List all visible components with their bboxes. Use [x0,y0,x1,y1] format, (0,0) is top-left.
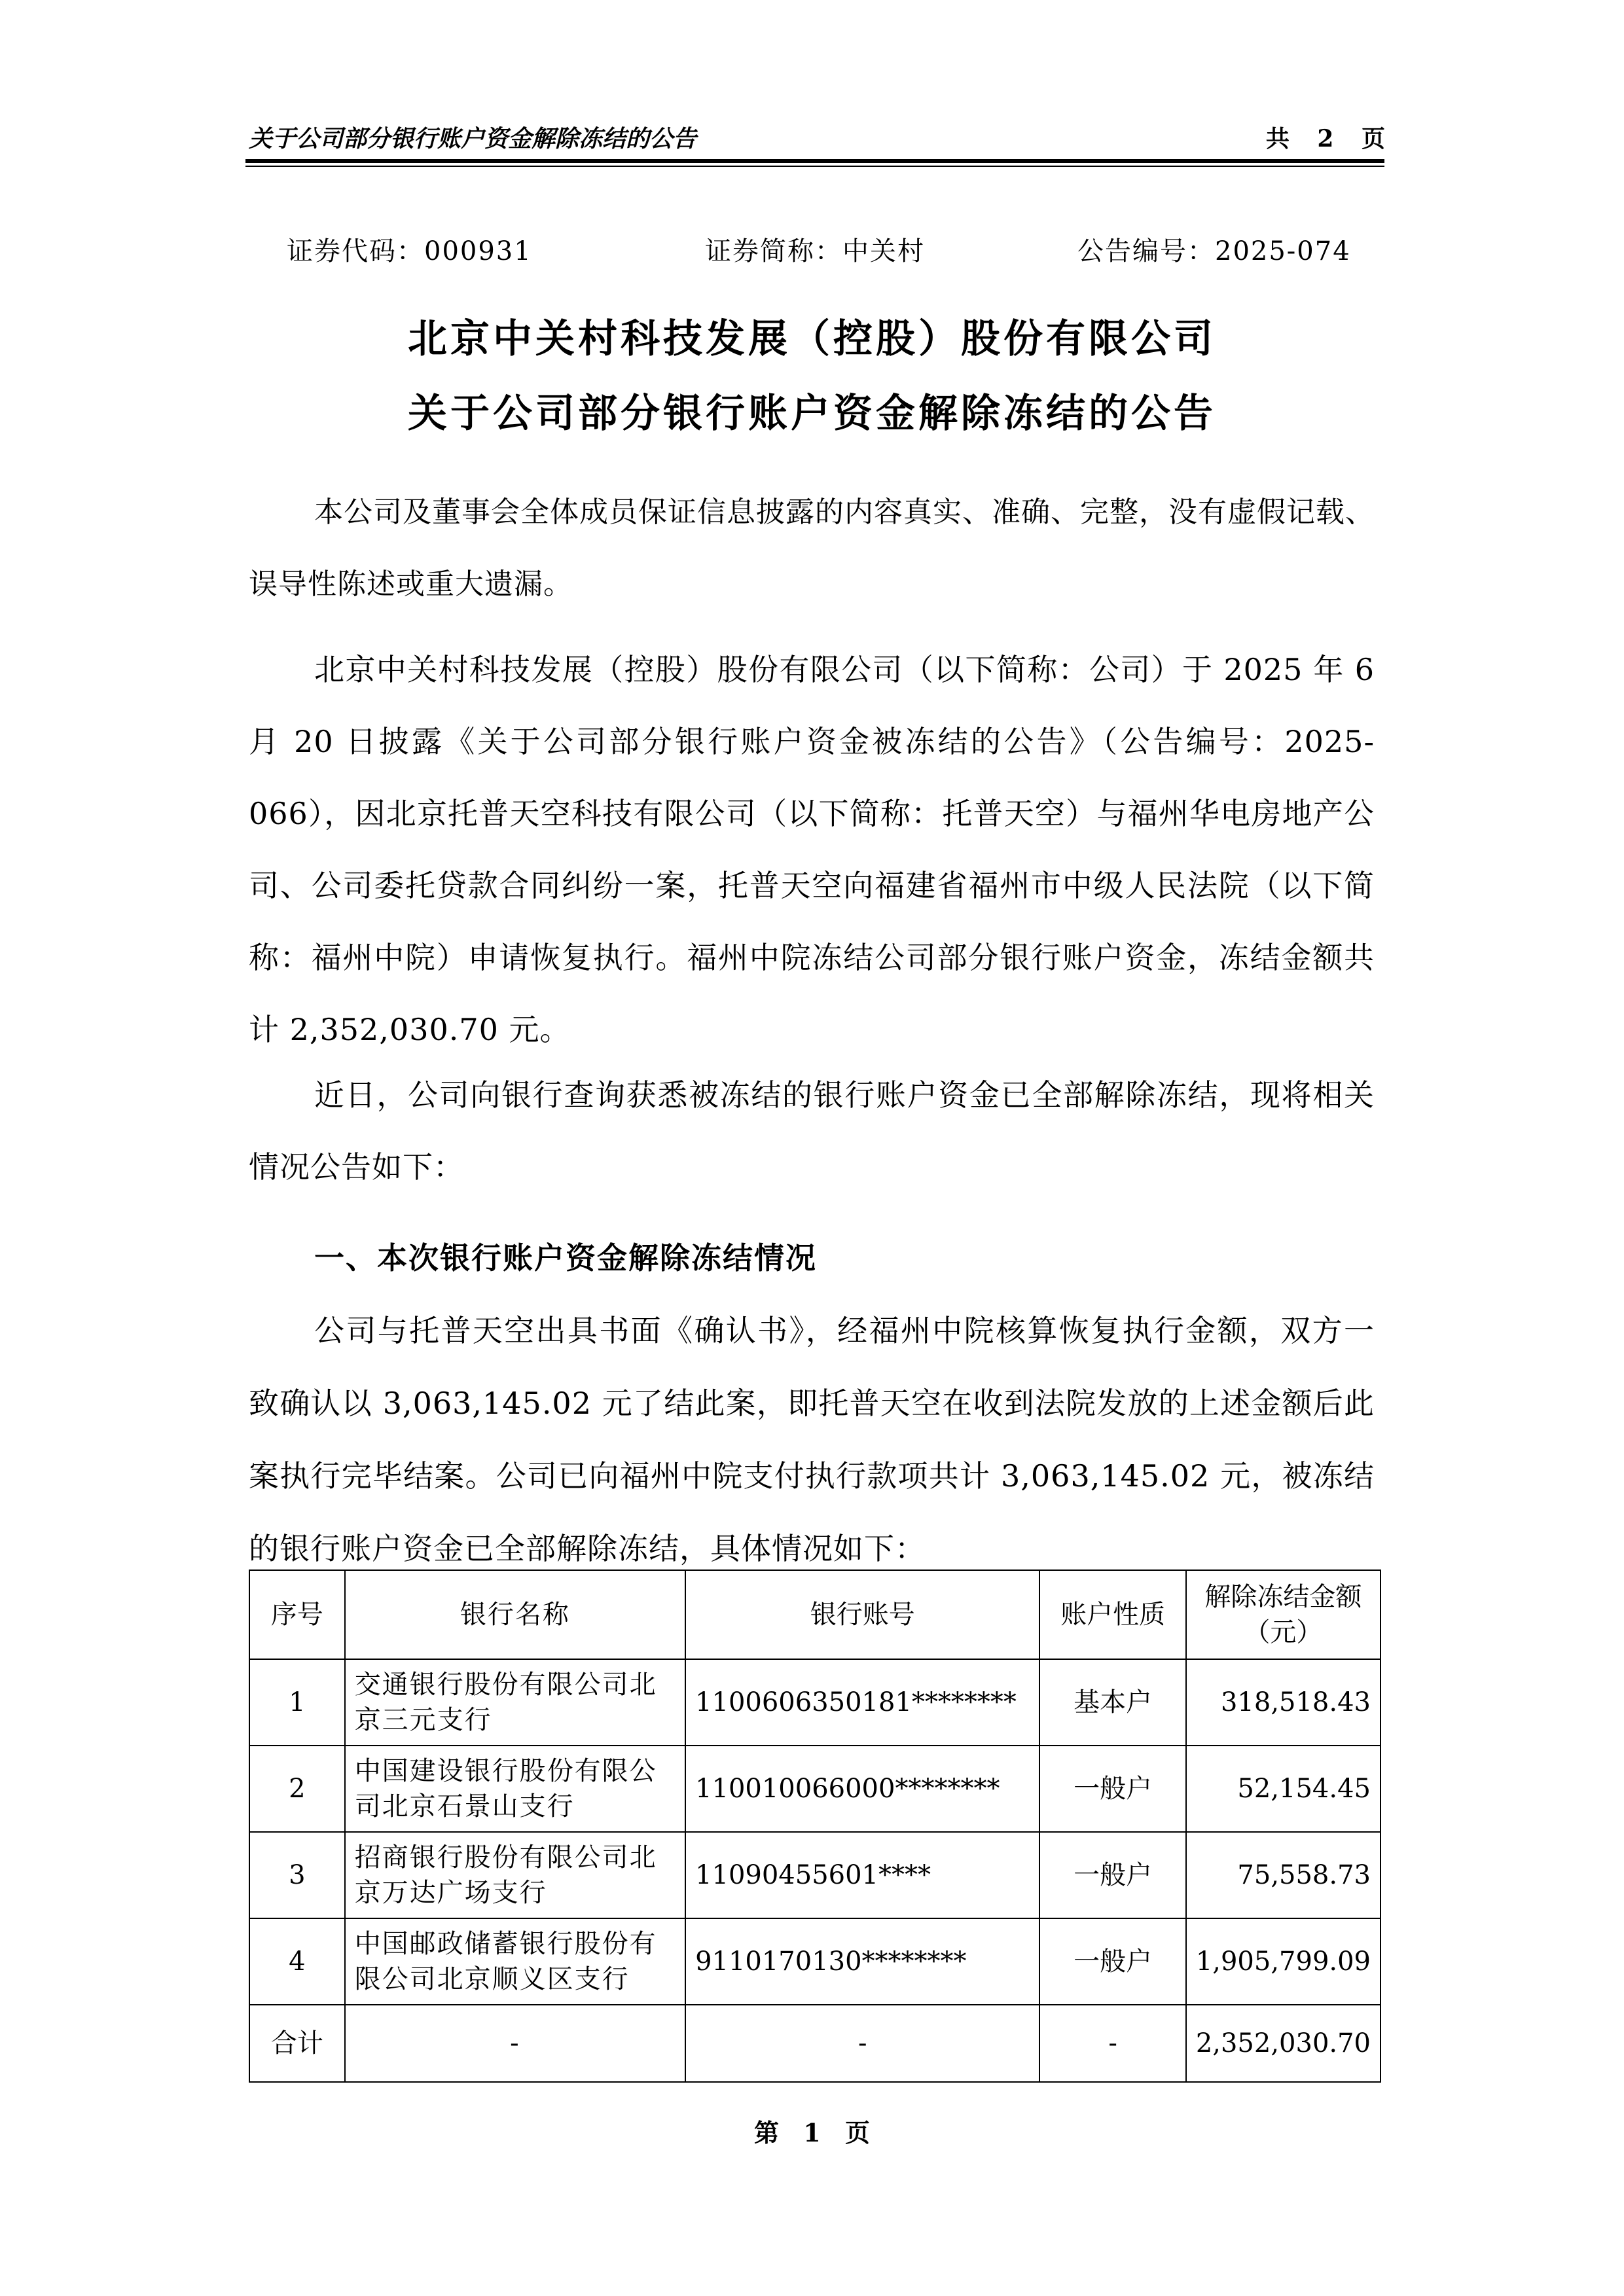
cell-account: 1100606350181******** [685,1659,1039,1746]
cell-total-account: - [685,2005,1039,2082]
col-header-amount: 解除冻结金额（元） [1186,1570,1380,1659]
announcement-number: 公告编号：2025-074 [1077,236,1351,266]
body-paragraph-details: 公司与托普天空出具书面《确认书》，经福州中院核算恢复执行金额，双方一致确认以 3,063,145.02 元了结此案，即托普天空在收到法院发放的上述金额后此案执行完毕结案。公司已向福州中院支付执行款项共计 3,063,145.02 元，被冻结的银行账户资金已全部解除冻结，具体情况如下： [249,1313,1375,1566]
table-row [249,1918,1380,2005]
cell-account: 9110170130******** [685,1918,1039,2005]
table-row [249,1746,1380,1832]
cell-no: 4 [249,1918,345,2005]
stock-code: 证券代码：000931 [287,236,532,266]
cell-no: 1 [249,1659,345,1746]
cell-no: 3 [249,1832,345,1918]
running-header-page-count: 共 2 页 [1265,125,1385,152]
cell-amount: 1,905,799.09 [1186,1918,1380,2005]
stock-short-name: 证券简称：中关村 [705,236,925,266]
cell-type: 基本户 [1039,1659,1185,1746]
cell-type: 一般户 [1039,1832,1185,1918]
cell-account: 11090455601**** [685,1832,1039,1918]
page-number: 第 1 页 [754,2118,870,2147]
table-row [249,1659,1380,1746]
body-paragraph-background: 北京中关村科技发展（控股）股份有限公司（以下简称：公司）于 2025 年 6 月 20 日披露《关于公司部分银行账户资金被冻结的公告》（公告编号：2025-066），因北京托普天空科技有限公司（以下简称：托普天空）与福州华电房地产公司、公司委托贷款合同纠纷一案，托普天空向福建省福州市中级人民法院（以下简称：福州中院）申请恢复执行。福州中院冻结公司部分银行账户资金，冻结金额共计 2,352,030.70 元。 [249,652,1375,1047]
col-header-type: 账户性质 [1039,1570,1185,1659]
cell-bank: 中国邮政储蓄银行股份有限公司北京顺义区支行 [345,1918,685,2005]
cell-account: 110010066000******** [685,1746,1039,1832]
table-total-row [249,2005,1380,2082]
col-header-no: 序号 [249,1570,345,1659]
cell-bank: 招商银行股份有限公司北京万达广场支行 [345,1832,685,1918]
table-row [249,1832,1380,1918]
table-header-row [249,1570,1380,1659]
unfrozen-accounts-table [249,1570,1381,2083]
body-paragraph-update: 近日，公司向银行查询获悉被冻结的银行账户资金已全部解除冻结，现将相关情况公告如下： [249,1077,1375,1185]
cell-amount: 52,154.45 [1186,1746,1380,1832]
cell-total-type: - [1039,2005,1185,2082]
col-header-bank: 银行名称 [345,1570,685,1659]
col-header-account: 银行账号 [685,1570,1039,1659]
cell-bank: 交通银行股份有限公司北京三元支行 [345,1659,685,1746]
cell-bank: 中国建设银行股份有限公司北京石景山支行 [345,1746,685,1832]
announcement-title: 关于公司部分银行账户资金解除冻结的公告 [408,391,1216,437]
running-header-title: 关于公司部分银行账户资金解除冻结的公告 [249,125,697,152]
cell-total-amount: 2,352,030.70 [1186,2005,1380,2082]
cell-amount: 318,518.43 [1186,1659,1380,1746]
company-title: 北京中关村科技发展（控股）股份有限公司 [408,316,1216,362]
cell-type: 一般户 [1039,1918,1185,2005]
cell-no: 2 [249,1746,345,1832]
cell-total-bank: - [345,2005,685,2082]
cell-type: 一般户 [1039,1746,1185,1832]
cell-total-label: 合计 [249,2005,345,2082]
header-rule-thick [245,159,1384,163]
section-heading: 一、本次银行账户资金解除冻结情况 [314,1240,817,1276]
cell-amount: 75,558.73 [1186,1832,1380,1918]
header-rule-thin [245,166,1384,167]
board-declaration: 本公司及董事会全体成员保证信息披露的内容真实、准确、完整，没有虚假记载、误导性陈述或重大遗漏。 [249,495,1375,601]
